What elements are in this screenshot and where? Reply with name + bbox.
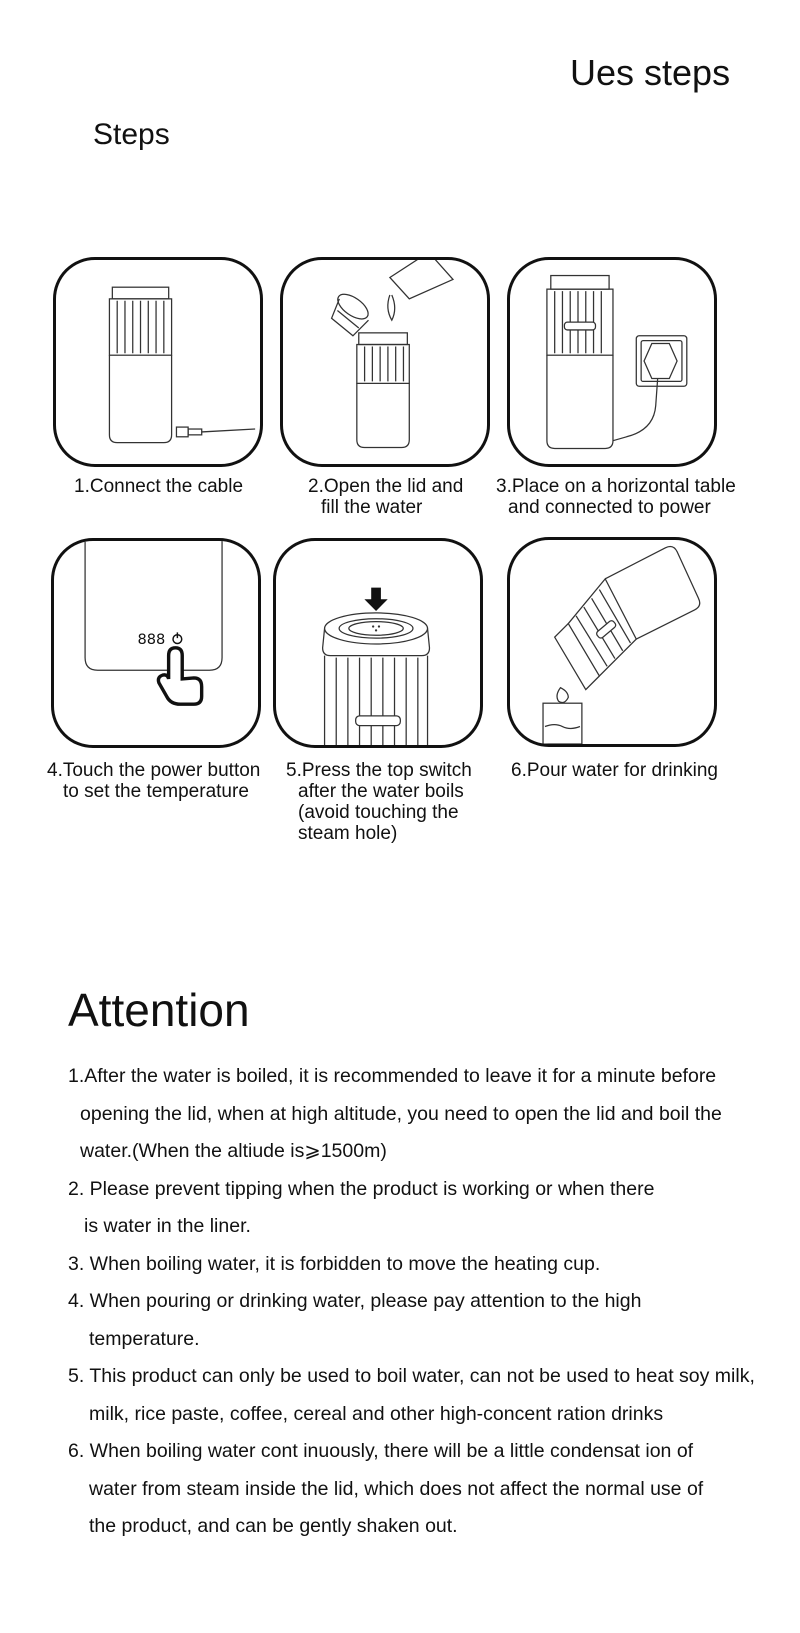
- step-5-caption-line: 5.Press the top switch: [286, 760, 472, 781]
- step-4-caption-line: 4.Touch the power button: [47, 760, 261, 781]
- step-6-caption: [511, 760, 718, 781]
- attention-line: 1.After the water is boiled, it is recommended to leave it for a minute before: [68, 1065, 717, 1087]
- step-2-illustration: [280, 257, 490, 467]
- step-1-caption-line: 1.Connect the cable: [74, 476, 244, 497]
- step-5-illustration: [273, 538, 483, 748]
- step-5-caption-line: (avoid touching the: [298, 802, 459, 823]
- step-3-caption-line: and connected to power: [508, 497, 711, 518]
- attention-line: water from steam inside the lid, which does not affect the normal use of: [89, 1477, 704, 1500]
- step-3-illustration: [507, 257, 717, 467]
- attention-item: [68, 1358, 758, 1433]
- step-6-illustration: [507, 537, 717, 747]
- top-switch-icon: [276, 541, 480, 745]
- step-4-caption-line: to set the temperature: [63, 781, 249, 802]
- attention-title: Attention: [68, 984, 250, 1036]
- attention-item: [68, 1171, 758, 1246]
- attention-item: [68, 1433, 758, 1546]
- section-title-steps: Steps: [93, 118, 170, 151]
- step-6-caption-line: 6.Pour water for drinking: [511, 760, 718, 781]
- attention-line: 3. When boiling water, it is forbidden to move the heating cup.: [68, 1252, 601, 1275]
- attention-line: opening the lid, when at high altitude, you need to open the lid and boil the: [80, 1102, 722, 1125]
- step-2-caption: [308, 476, 463, 518]
- attention-line: 2. Please prevent tipping when the product is working or when there: [68, 1177, 655, 1200]
- step-2-caption-line: 2.Open the lid and: [308, 476, 464, 497]
- step-3-caption-line: 3.Place on a horizontal table: [496, 476, 736, 497]
- attention-line: water.(When the altiude is⩾1500m): [80, 1140, 387, 1162]
- step-2-caption-line: fill the water: [321, 497, 423, 518]
- power-outlet-icon: [510, 260, 714, 464]
- attention-line: the product, and can be gently shaken out.: [89, 1515, 458, 1537]
- attention-item: [68, 1283, 758, 1358]
- fill-water-icon: [283, 260, 487, 464]
- attention-item: [68, 1058, 758, 1171]
- attention-line: 6. When boiling water cont inuously, there will be a little condensat ion of: [68, 1440, 694, 1462]
- step-5-caption-line: steam hole): [298, 823, 398, 844]
- step-4-caption: [47, 760, 260, 802]
- step-4-illustration: [51, 538, 261, 748]
- attention-list: [68, 1058, 758, 1546]
- step-5-caption-line: after the water boils: [298, 781, 464, 802]
- attention-line: temperature.: [89, 1327, 200, 1350]
- cable-connect-icon: [56, 260, 260, 464]
- step-3-caption: [496, 476, 736, 518]
- attention-item: [68, 1246, 758, 1284]
- attention-line: is water in the liner.: [84, 1215, 251, 1237]
- pour-water-icon: [510, 540, 714, 744]
- attention-line: milk, rice paste, coffee, cereal and other high-concent ration drinks: [89, 1402, 664, 1425]
- step-5-caption: [286, 760, 472, 844]
- step-1-caption: [74, 476, 243, 497]
- attention-line: 5. This product can only be used to boil water, can not be used to heat soy milk,: [68, 1365, 755, 1387]
- touch-button-icon: [54, 541, 258, 745]
- page-title: Ues steps: [570, 52, 731, 93]
- step-1-illustration: [53, 257, 263, 467]
- temperature-display: 888: [137, 630, 166, 648]
- attention-line: 4. When pouring or drinking water, please pay attention to the high: [68, 1290, 642, 1312]
